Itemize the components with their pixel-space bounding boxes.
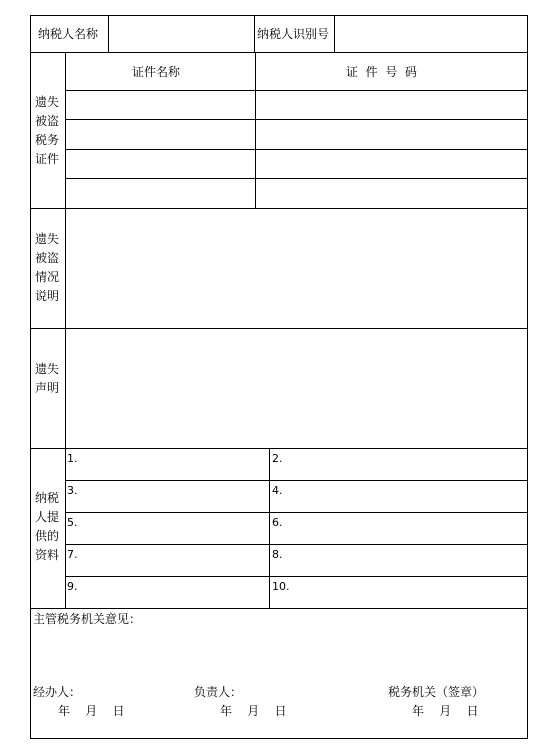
explanation-bottom (30, 328, 528, 329)
table-border-right (527, 15, 528, 739)
authority-date: 年 月 日 (412, 704, 479, 718)
cert-row-2-name[interactable] (70, 127, 250, 141)
cert-row-line-1 (65, 90, 528, 91)
material-item-4[interactable]: 4. (272, 484, 283, 497)
materials-label-divider (65, 448, 66, 608)
table-border-bottom (30, 738, 528, 739)
table-border-left (30, 15, 31, 739)
loss-statement-label: 遗失 声明 (35, 362, 60, 395)
materials-col-divider (269, 448, 270, 608)
statement-bottom (30, 448, 528, 449)
taxpayer-id-label: 纳税人识别号 (257, 27, 330, 41)
cert-number-header: 证 件 号 码 (346, 65, 417, 79)
opinion-title: 主管税务机关意见： (33, 612, 142, 626)
taxpayer-name-label: 纳税人名称 (38, 27, 99, 41)
cert-section-label: 遗失 被盗 税务 证件 (35, 95, 60, 166)
cert-row-line-2 (65, 119, 528, 120)
cert-row-4-name[interactable] (70, 186, 250, 200)
explanation-divider (65, 208, 66, 328)
cert-section-bottom (30, 208, 528, 209)
materials-row-line-1 (65, 480, 528, 481)
responsible-date: 年 月 日 (220, 704, 287, 718)
materials-row-line-4 (65, 576, 528, 577)
cert-row-line-3 (65, 149, 528, 150)
handler-label: 经办人： (33, 685, 82, 699)
authority-seal-label: 税务机关（签章） (388, 685, 485, 699)
cert-row-4-number[interactable] (260, 186, 522, 200)
material-item-2[interactable]: 2. (272, 452, 283, 465)
statement-divider (65, 328, 66, 448)
material-item-5[interactable]: 5. (67, 516, 78, 529)
cert-row-1-number[interactable] (260, 98, 522, 112)
material-item-9[interactable]: 9. (67, 580, 78, 593)
loss-explanation-label: 遗失 被盗 情况 说明 (35, 232, 60, 303)
cert-row-line-4 (65, 178, 528, 179)
header-divider-3 (334, 15, 335, 52)
taxpayer-id-field[interactable] (338, 27, 523, 41)
cert-row-3-number[interactable] (260, 157, 522, 171)
material-item-3[interactable]: 3. (67, 484, 78, 497)
cert-row-3-name[interactable] (70, 157, 250, 171)
cert-row-2-number[interactable] (260, 127, 522, 141)
materials-bottom (30, 608, 528, 609)
material-item-6[interactable]: 6. (272, 516, 283, 529)
material-item-8[interactable]: 8. (272, 548, 283, 561)
handler-date: 年 月 日 (58, 704, 125, 718)
table-border-top (30, 15, 528, 16)
header-divider-1 (108, 15, 109, 52)
header-bottom-line (30, 52, 528, 53)
materials-row-line-3 (65, 544, 528, 545)
loss-statement-field[interactable] (70, 333, 522, 443)
header-divider-2 (254, 15, 255, 52)
materials-label: 纳税 人提 供的 资料 (35, 491, 60, 562)
taxpayer-name-field[interactable] (112, 27, 250, 41)
materials-row-line-2 (65, 512, 528, 513)
cert-name-header: 证件名称 (132, 65, 181, 79)
material-item-10[interactable]: 10. (272, 580, 290, 593)
loss-explanation-field[interactable] (70, 213, 522, 323)
material-item-1[interactable]: 1. (67, 452, 78, 465)
cert-col-divider (255, 52, 256, 208)
cert-row-1-name[interactable] (70, 98, 250, 112)
responsible-label: 负责人： (194, 685, 243, 699)
material-item-7[interactable]: 7. (67, 548, 78, 561)
cert-label-divider (65, 52, 66, 208)
